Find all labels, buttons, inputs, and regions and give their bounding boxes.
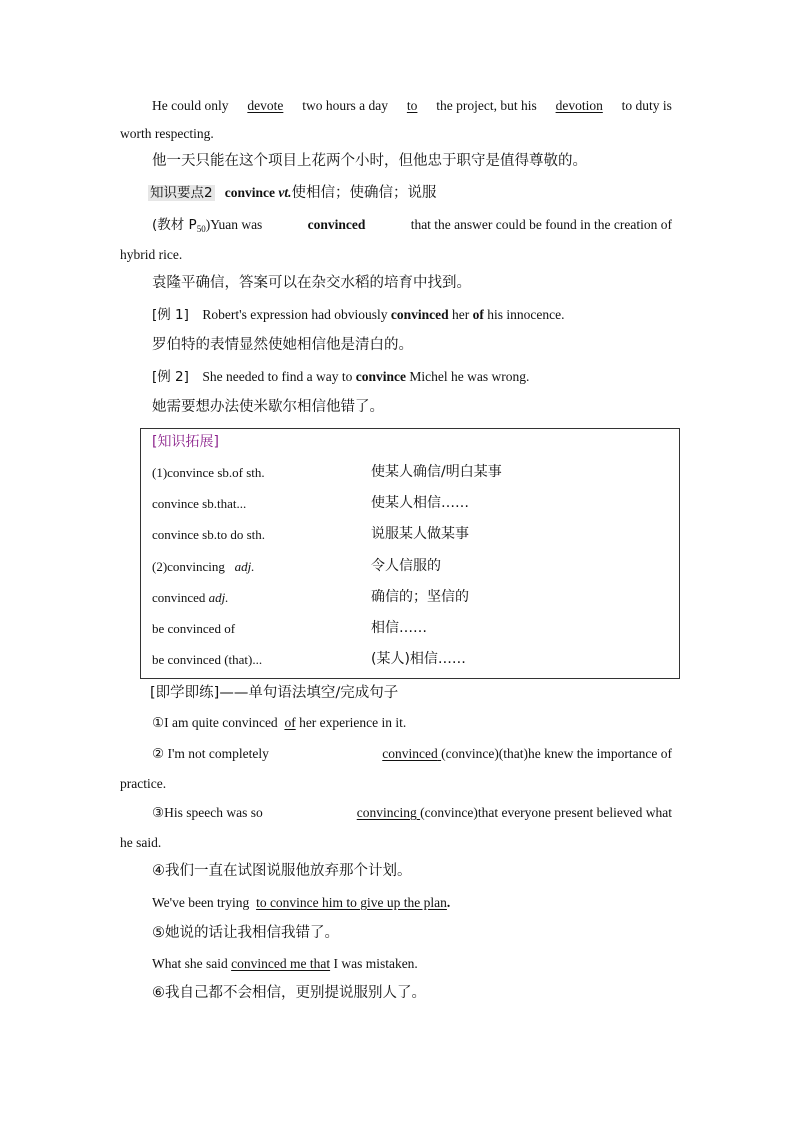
q2-text-b: (convince)(that)he knew the importance of bbox=[441, 746, 672, 761]
textbook-text-b: that the answer could be found in the creation of bbox=[410, 217, 672, 232]
example2 bbox=[152, 368, 529, 386]
extension-row-4-word: (2)convincing bbox=[152, 559, 225, 574]
extension-row-2-zh: 使某人相信…… bbox=[371, 495, 469, 511]
extension-row-4-en bbox=[152, 558, 255, 576]
q2-answer: convinced bbox=[382, 746, 438, 761]
extension-row-1-zh: 使某人确信/明白某事 bbox=[371, 464, 502, 480]
practice-q1 bbox=[152, 714, 406, 732]
practice-q6-prompt: ⑥我自己都不会相信，更别提说服别人了。 bbox=[152, 985, 426, 1001]
extension-row-5-word: convinced bbox=[152, 590, 206, 605]
extension-row-6-en: be convinced of bbox=[152, 621, 236, 636]
practice-q4-answer-line bbox=[152, 894, 450, 912]
textbook-translation: 袁隆平确信，答案可以在杂交水稻的培育中找到。 bbox=[152, 275, 471, 291]
q2-text-a: ② I'm not completely bbox=[152, 746, 269, 761]
extension-row-5-pos: adj. bbox=[208, 590, 229, 605]
example1-label: [例 1] bbox=[152, 307, 189, 323]
q4-answer: to convince him to give up the plan bbox=[256, 895, 447, 910]
intro-text-c: the project, but his bbox=[436, 98, 537, 113]
example2-translation: 她需要想办法使米歇尔相信他错了。 bbox=[152, 399, 384, 415]
practice-q4-prompt: ④我们一直在试图说服他放弃那个计划。 bbox=[152, 863, 412, 879]
point2-pos: vt. bbox=[278, 185, 292, 200]
example2-text-a: She needed to find a way to bbox=[202, 369, 353, 384]
extension-row-7-en: be convinced (that)... bbox=[152, 652, 263, 667]
point2-meaning: 使相信；使确信；说服 bbox=[291, 185, 437, 201]
practice-q3-line1 bbox=[152, 804, 672, 822]
q3-text-a: ③His speech was so bbox=[152, 805, 263, 820]
practice-q5-prompt: ⑤她说的话让我相信我错了。 bbox=[152, 925, 339, 941]
example1-text-a: Robert's expression had obviously bbox=[202, 307, 388, 322]
extension-row-2-en: convince sb.that... bbox=[152, 496, 247, 511]
q1-text-b: her experience in it. bbox=[299, 715, 407, 730]
extension-row-3-en: convince sb.to do sth. bbox=[152, 527, 266, 542]
intro-sentence-line2: worth respecting. bbox=[120, 126, 214, 141]
point2-word: convince bbox=[224, 185, 275, 200]
example1-bold1: convinced bbox=[390, 307, 449, 322]
example1-bold2: of bbox=[472, 307, 484, 322]
practice-q2-line1 bbox=[152, 745, 672, 763]
q1-text-a: ①I am quite convinced bbox=[152, 715, 278, 730]
extension-row-5-en bbox=[152, 589, 229, 607]
answer-blank-to: to bbox=[406, 98, 418, 113]
practice-heading: [即学即练]——单句语法填空/完成句子 bbox=[150, 685, 399, 701]
example1-translation: 罗伯特的表情显然使她相信他是清白的。 bbox=[152, 337, 413, 353]
q4-text-a: We've been trying bbox=[152, 895, 250, 910]
extension-row-1-en: (1)convince sb.of sth. bbox=[152, 465, 265, 480]
extension-row-4-pos: adj. bbox=[234, 559, 255, 574]
example1-text-b: her bbox=[451, 307, 470, 322]
q1-answer: of bbox=[284, 715, 296, 730]
practice-q2-line2: practice. bbox=[120, 776, 167, 791]
textbook-bold: convinced bbox=[307, 217, 366, 232]
example1 bbox=[152, 306, 564, 324]
point2-heading bbox=[148, 184, 436, 202]
intro-text-a: He could only bbox=[152, 98, 229, 113]
textbook-prefix: (教材 P bbox=[152, 217, 197, 233]
q5-text-a: What she said bbox=[152, 956, 228, 971]
example2-text-b: Michel he was wrong. bbox=[409, 369, 530, 384]
q5-answer: convinced me that bbox=[231, 956, 331, 971]
extension-row-4-zh: 令人信服的 bbox=[371, 558, 441, 574]
intro-translation: 他一天只能在这个项目上花两个小时，但他忠于职守是值得尊敬的。 bbox=[152, 153, 587, 169]
intro-text-d: to duty is bbox=[621, 98, 672, 113]
textbook-page: 50 bbox=[196, 224, 206, 234]
extension-row-3-zh: 说服某人做某事 bbox=[371, 526, 469, 542]
extension-row-5-zh: 确信的；坚信的 bbox=[371, 589, 469, 605]
extension-title: [知识拓展] bbox=[152, 434, 219, 450]
q3-answer: convincing bbox=[356, 805, 417, 820]
point2-tag: 知识要点2 bbox=[150, 185, 213, 201]
extension-row-7-zh: (某人)相信…… bbox=[371, 651, 466, 667]
example1-text-c: his innocence. bbox=[487, 307, 565, 322]
answer-blank-devotion: devotion bbox=[555, 98, 603, 113]
textbook-text-a: )Yuan was bbox=[205, 217, 263, 232]
extension-row-6-zh: 相信…… bbox=[371, 620, 427, 636]
q5-text-b: I was mistaken. bbox=[333, 956, 418, 971]
textbook-sentence-line2: hybrid rice. bbox=[120, 247, 183, 262]
example2-bold: convince bbox=[355, 369, 407, 384]
q4-end: . bbox=[446, 895, 451, 910]
practice-q3-line2: he said. bbox=[120, 835, 162, 850]
answer-blank-devote: devote bbox=[247, 98, 284, 113]
practice-q5-answer-line bbox=[152, 955, 418, 973]
textbook-sentence-line1 bbox=[152, 216, 672, 238]
intro-sentence-line1 bbox=[152, 97, 672, 115]
example2-label: [例 2] bbox=[152, 369, 189, 385]
q3-text-b: (convince)that everyone present believed what bbox=[420, 805, 672, 820]
intro-text-b: two hours a day bbox=[302, 98, 389, 113]
